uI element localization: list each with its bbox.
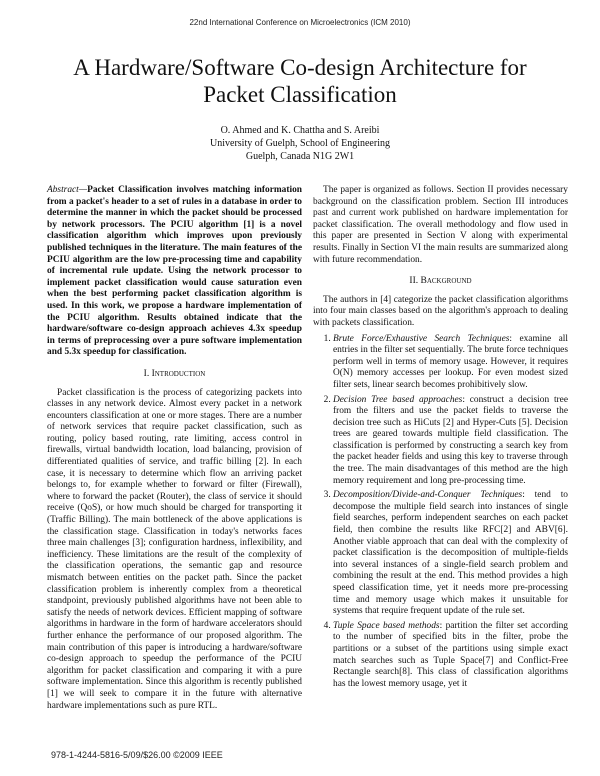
background-intro-paragraph: The authors in [4] categorize the packet classification algorithms into four main classes based on the algorithm's approach to dealing with packets classification.: [313, 294, 568, 328]
list-item-text: : construct a decision tree from the filters and use the packet fields to traverse the decision tree such as HiCuts [2] and Hyper-Cuts [5]. Decision trees are geared towards multiple field classification. The classification is performed by constructing a search key from the packet header fields and using this key to traverse through the tree. The main disadvantages of this method are the high memory requirement and long pre-processing time.: [333, 394, 568, 486]
abstract: [47, 185, 302, 359]
left-column: [47, 185, 302, 712]
abstract-label: Abstract—: [47, 185, 88, 195]
author-block: [0, 124, 600, 163]
right-column: [313, 185, 568, 693]
list-item-term: Tuple Space based methods: [333, 620, 440, 631]
list-item-text: : examine all entries in the filter set sequentially. The brute force techniques perform well in terms of memory usage. However, it requires O(N) memory accesses per lookup. For even modest sized filter sets, linear search becomes prohibitively slow.: [333, 333, 569, 390]
copyright-footer: 978-1-4244-5816-5/09/$26.00 ©2009 IEEE: [51, 750, 223, 760]
algorithm-classes-list: [313, 334, 568, 691]
list-item-term: Decision Tree based approaches: [333, 394, 463, 405]
list-item-tuple-space: [333, 621, 568, 691]
list-item-decision-tree: [333, 395, 568, 488]
paper-title: A Hardware/Software Co-design Architecture for Packet Classification: [73, 55, 527, 107]
organization-paragraph: The paper is organized as follows. Section II provides necessary background on the classification problem. Section III introduces past and current work published on hardware implementation for packet classification. The overall methodology and flow used in this paper are presented in Section V along with experimental results. Finally in Section VI the main results are summarized along with future recommendation.: [313, 185, 568, 265]
list-item-term: Brute Force/Exhaustive Search Techniques: [333, 333, 510, 344]
abstract-text: Packet Classification involves matching information from a packet's header to a set of rules in a database in order to determine the manner in which the packet should be processed by network processors. The PCIU algorithm [1] is a novel classification algorithm which improves upon previously published techniques in the literature. The main features of the PCIU algorithm are the low pre-processing time and capability of incremental rule update. Using the network processor to implement packet classification would cause saturation even when the best performing packet classification algorithm is used. In this work, we propose a hardware implementation of the PCIU algorithm. Results obtained indicate that the hardware/software co-design approach achieves 4.3x speedup in terms of preprocessing over a pure software implementation and 5.3x speedup for classification.: [47, 185, 302, 358]
list-item-decomposition: [333, 490, 568, 618]
section-heading-background: II. Background: [409, 276, 472, 287]
section-heading-introduction: I. Introduction: [143, 368, 206, 379]
affiliation-line-1: University of Guelph, School of Engineering: [210, 138, 390, 149]
list-item-text: : partition the filter set according to the number of specified bits in the filter, probe the partitions or a subset of the partitions using simple exact match searches such as Tuple Space[7] and Conflict-Free Rectangle search[8]. This class of classification algorithms has the lowest memory usage, yet it: [333, 620, 568, 689]
conference-header: 22nd International Conference on Microelectronics (ICM 2010): [189, 18, 411, 27]
list-item-brute-force: [333, 334, 568, 392]
list-item-term: Decomposition/Divide-and-Conquer Techniques: [333, 490, 523, 501]
list-item-text: : tend to decompose the multiple field search into instances of single field searches, perform independent searches on each packet field, then combine the results like RFC[2] and ABV[6]. Another viable approach that can deal with the complexity of packet classification is the decomposition of multiple-fields into several instances of a single-field search problem and combining the result at the end. This method provides a high speed classification time, yet it needs more pre-processing time and memory usage which makes it unsuitable for systems that require frequent update of the rule set.: [333, 490, 568, 617]
authors: O. Ahmed and K. Chattha and S. Areibi: [220, 125, 380, 136]
introduction-paragraph: Packet classification is the process of categorizing packets into classes in any network device. Almost every packet in a network encounters classification at one or more stages. There are a number of network services that require packet classification, such as routing, policy based routing, rate limiting, access control in firewalls, virtual bandwidth location, load balancing, provision of differentiated qualities of service, and traffic billing [2]. In each case, it is necessary to determine which flow an arriving packet belongs to, for example whether to forward or filter (Firewall), where to forward the packet (Router), the class of service it should receive (QoS), or how much should be charged for transporting it (Traffic Billing). The main bottleneck of the above applications is the classification stage. Classification in today's networks faces three main challenges [3]; configuration hardness, inflexibility, and inefficiency. These limitations are the result of the complexity of the classification operations, the semantic gap and resource mismatch between entities on the packet path. Since the packet classification problem is inherently complex from a theoretical standpoint, previously published algorithms have not been able to satisfy the needs of network devices. Efficient mapping of software algorithms in hardware in the form of hardware accelerators should further enhance the performance of our proposed algorithm. The main contribution of this paper is introducing a hardware/software co-design approach to speedup the performance of the PCIU algorithm for packet classification and comparing it with a pure software implementation. Since this algorithm is recently published [1] we will seek to compare it in the future with alternative hardware implementations such as pure RTL.: [47, 387, 302, 711]
affiliation-line-2: Guelph, Canada N1G 2W1: [245, 151, 355, 162]
